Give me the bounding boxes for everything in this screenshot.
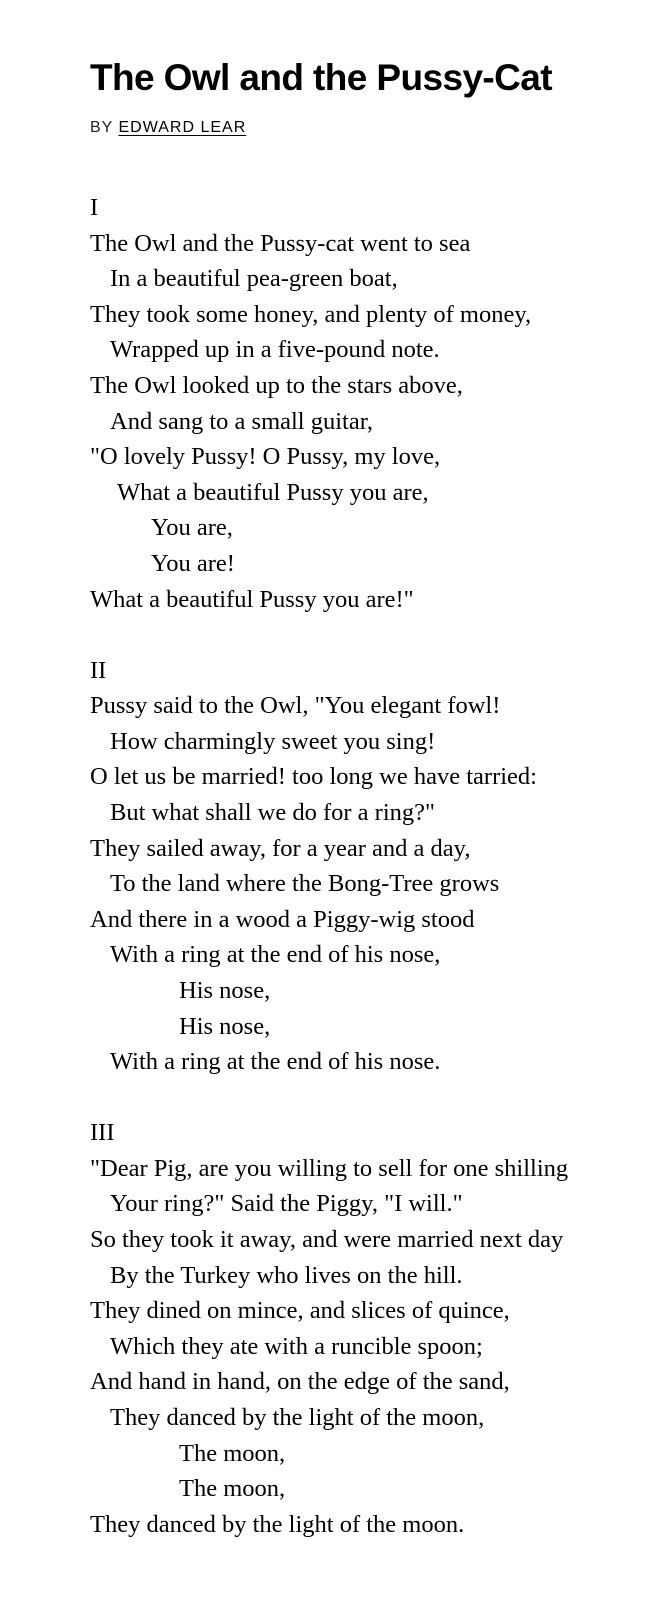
poem-line: They took some honey, and plenty of money, [90,300,532,328]
poem-line: What a beautiful Pussy you are!" [90,585,414,613]
stanza-3 [90,1115,568,1542]
stanza-2 [90,653,568,1080]
byline-prefix: BY [90,119,119,136]
poem-line: His nose, [179,1012,271,1040]
poem-line: The moon, [179,1475,286,1503]
poem-line: But what shall we do for a ring?" [110,799,436,826]
poem-line: His nose, [179,976,271,1004]
poem-line: With a ring at the end of his nose. [110,1048,441,1076]
poem-line: By the Turkey who lives on the hill. [110,1261,463,1289]
poem-line: The Owl and the Pussy-cat went to sea [90,229,471,257]
poem-line: You are, [151,514,233,542]
poem-line: The moon, [179,1439,286,1467]
poem-line: Which they ate with a runcible spoon; [110,1332,483,1360]
byline [90,119,246,137]
poem-line: With a ring at the end of his nose, [110,941,441,969]
poem-line: "O lovely Pussy! O Pussy, my love, [90,443,441,471]
poem-line: Wrapped up in a five-pound note. [110,336,440,364]
poem-line: To the land where the Bong-Tree grows [110,870,500,898]
stanza-numeral: III [90,1119,115,1147]
poem-line: And there in a wood a Piggy-wig stood [90,905,475,933]
poem-line: They sailed away, for a year and a day, [90,834,471,862]
poem-line: And sang to a small guitar, [110,407,374,435]
stanza-numeral: II [90,656,107,684]
poem-line: They danced by the light of the moon. [90,1510,465,1538]
poem-line: O let us be married! too long we have tarried: [90,763,537,791]
poem-line: They danced by the light of the moon, [110,1404,485,1431]
poem-line: So they took it away, and were married next day [90,1226,564,1254]
poem-line: The Owl looked up to the stars above, [90,371,463,399]
poem-line: How charmingly sweet you sing! [110,727,436,755]
author-link[interactable]: EDWARD LEAR [118,119,247,136]
poem-line: What a beautiful Pussy you are, [117,478,429,506]
stanza-1 [90,190,568,617]
stanza-numeral: I [90,194,99,221]
poem-line: "Dear Pig, are you willing to sell for one shilling [90,1154,569,1182]
poem-line: Your ring?" Said the Piggy, "I will." [110,1190,463,1218]
poem-line: You are! [151,549,235,577]
poem-title: The Owl and the Pussy-Cat [90,57,552,98]
poem-line: And hand in hand, on the edge of the sand, [90,1368,510,1396]
poem-line: They dined on mince, and slices of quince, [90,1297,510,1325]
poem-body [90,190,568,1578]
poem-line: Pussy said to the Owl, "You elegant fowl! [90,692,501,720]
poem-line: In a beautiful pea-green boat, [110,265,398,293]
